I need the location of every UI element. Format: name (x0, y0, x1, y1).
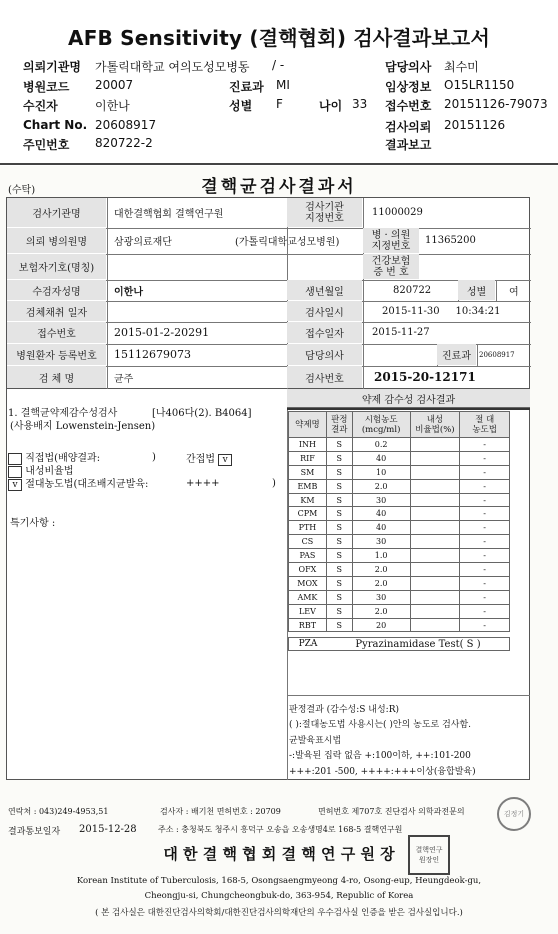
drug-concentration: 30 (352, 493, 410, 507)
drug-name: KM (289, 493, 327, 507)
legend-line-3: 균발육표시법 (289, 736, 342, 746)
drug-resistance-ratio (410, 465, 460, 479)
drug-row (289, 521, 510, 535)
patient-reg-no-label: 병원환자 등록번호 (7, 344, 106, 365)
method-medium: (사용배지 Lowenstein-Jensen) (10, 421, 156, 432)
legend-line-1: 판정결과 (감수성:S 내성:R) (289, 705, 399, 715)
clinical-info-value: O15LR1150 (444, 78, 515, 92)
drug-concentration: 2.0 (352, 576, 410, 590)
drug-concentration: 1.0 (352, 549, 410, 563)
drug-resistance-ratio (410, 438, 460, 452)
specimen-value: 균주 (114, 373, 134, 385)
drug-name: RBT (289, 618, 327, 632)
drug-name: MOX (289, 576, 327, 590)
insurance-no-label: 건강보험 증 번 호 (363, 254, 419, 279)
legend-line-4: -:발육된 집락 없음 +:100이하, ++:101-200 (289, 751, 471, 761)
drug-row (289, 549, 510, 563)
drug-result: S (326, 465, 352, 479)
drug-absolute-conc: - (460, 576, 510, 590)
drug-name: EMB (289, 479, 327, 493)
drug-concentration: 40 (352, 451, 410, 465)
result-header: 판정 결과 (326, 412, 352, 438)
drug-name: RIF (289, 451, 327, 465)
drug-concentration: 30 (352, 535, 410, 549)
pza-label: PZA (298, 639, 318, 649)
drug-row (289, 576, 510, 590)
drug-name: CPM (289, 507, 327, 521)
drug-result: S (326, 563, 352, 577)
drug-name: LEV (289, 604, 327, 618)
drug-resistance-ratio (410, 451, 460, 465)
hospital-code-value: 20007 (95, 78, 134, 92)
lab-id-value: 11000029 (372, 207, 423, 218)
drug-resistance-ratio (410, 563, 460, 577)
legend-line-5: +++:201 -500, ++++:+++이상(융합발육) (289, 767, 476, 777)
drug-concentration: 0.2 (352, 438, 410, 452)
receipt-date-label: 접수일자 (287, 322, 362, 343)
clinical-info-label: 임상정보 (385, 80, 432, 94)
chart-no-label: Chart No. (23, 118, 88, 132)
referring-org-label: 의뢰기관명 (23, 60, 81, 74)
drug-concentration: 40 (352, 507, 410, 521)
resident-no-label: 주민번호 (23, 138, 70, 152)
drug-resistance-ratio (410, 493, 460, 507)
drug-resistance-ratio (410, 576, 460, 590)
control-growth-value: ++++ (186, 478, 220, 489)
gender-label: 성별 (458, 280, 495, 300)
drug-resistance-ratio (410, 590, 460, 604)
corner-tag: (수탁) (8, 185, 36, 196)
form-title: 결핵균검사결과서 (201, 177, 357, 197)
drug-absolute-conc: - (460, 521, 510, 535)
indirect-method-checkbox[interactable]: v (218, 454, 232, 466)
drug-absolute-conc: - (460, 563, 510, 577)
drug-resistance-ratio (410, 479, 460, 493)
examiner-info: 검사자 : 배기천 면허번호 : 20709 (160, 807, 281, 816)
collection-date-label: 검체채취 일자 (7, 301, 106, 321)
resistance-ratio-header: 내성 비율법(%) (410, 412, 460, 438)
receipt-no-value: 20151126-79073 (444, 97, 548, 111)
absolute-conc-header: 절 대 농도법 (460, 412, 510, 438)
direct-method-close: ) (152, 452, 156, 463)
doctor-label: 담당의사 (385, 60, 432, 74)
patient-name-value: 이한나 (114, 286, 143, 298)
drug-concentration: 30 (352, 590, 410, 604)
examinee-value: 이한나 (95, 99, 130, 113)
drug-resistance-ratio (410, 521, 460, 535)
absolute-conc-checkbox[interactable]: v (8, 479, 22, 491)
drug-row (289, 438, 510, 452)
form-receipt-no-label: 접수번호 (7, 322, 106, 343)
drug-row (289, 563, 510, 577)
hospital-id-value: 11365200 (425, 235, 476, 246)
drug-absolute-conc: - (460, 507, 510, 521)
drug-name: PAS (289, 549, 327, 563)
request-date-value: 20151126 (444, 118, 506, 132)
referring-org-value: 가톨릭대학교 여의도성모병동 (95, 60, 250, 74)
test-no-label: 검사번호 (287, 366, 362, 388)
drug-row (289, 618, 510, 632)
drug-result: S (326, 451, 352, 465)
referring-hospital-extra: (가톨릭대학교성모병원) (235, 237, 340, 248)
form-dept-label: 진료과 (437, 344, 476, 365)
hospital-id-label: 병 · 의원 지정번호 (363, 228, 419, 253)
receipt-date-value: 2015-11-27 (372, 327, 430, 338)
sex-value: F (276, 97, 283, 111)
drug-absolute-conc: - (460, 604, 510, 618)
report-title: AFB Sensitivity (결핵협회) 검사결과보고서 (68, 26, 490, 50)
drug-concentration: 2.0 (352, 604, 410, 618)
drug-row (289, 590, 510, 604)
drug-absolute-conc: - (460, 535, 510, 549)
control-growth-close: ) (272, 478, 276, 489)
drug-name: OFX (289, 563, 327, 577)
method-code: [나406다(2). B4064] (152, 408, 252, 419)
specimen-label: 검 체 명 (7, 366, 106, 388)
institute-name: 대 한 결 핵 협 회 결 핵 연 구 원 장 (163, 845, 395, 863)
drug-table (288, 411, 510, 632)
drug-row (289, 451, 510, 465)
drug-resistance-ratio (410, 507, 460, 521)
drug-table-header (289, 412, 510, 438)
drug-resistance-ratio (410, 549, 460, 563)
drug-result: S (326, 438, 352, 452)
drug-concentration: 10 (352, 465, 410, 479)
indirect-method: 간접법 v (186, 450, 232, 466)
drug-absolute-conc: - (460, 493, 510, 507)
age-value: 33 (352, 97, 368, 111)
receipt-no-label: 접수번호 (385, 99, 432, 113)
dept-value: MI (276, 78, 290, 92)
doctor-value: 최수미 (444, 60, 479, 74)
drug-name: PTH (289, 521, 327, 535)
drug-name: CS (289, 535, 327, 549)
drug-row (289, 479, 510, 493)
drug-row (289, 535, 510, 549)
drug-result: S (326, 521, 352, 535)
form-dept-value: 20608917 (479, 350, 515, 359)
test-datetime-label: 검사일시 (287, 301, 362, 321)
sex-label: 성별 (229, 99, 253, 113)
drug-row (289, 604, 510, 618)
legend-line-2: ( ):절대농도법 사용시는( )안의 농도로 검사함. (289, 720, 472, 730)
drug-table-caption: 약제 감수성 검사결과 (287, 389, 530, 408)
drug-absolute-conc: - (460, 465, 510, 479)
patient-name-label: 수검자성명 (7, 280, 106, 300)
patient-reg-no-value: 15112679073 (114, 348, 191, 361)
drug-resistance-ratio (410, 535, 460, 549)
age-label: 나이 (319, 99, 343, 113)
lab-id-label: 검사기관 지정번호 (287, 198, 362, 227)
address-english-2: Cheongju-si, Chungcheongbuk-do, 363-954, Republic of Korea (144, 891, 414, 901)
drug-concentration: 20 (352, 618, 410, 632)
address-korean: 주소 : 충청북도 청주시 흥덕구 오송읍 오송생명4로 168-5 결핵연구원 (158, 825, 403, 834)
drug-result: S (326, 507, 352, 521)
drug-absolute-conc: - (460, 479, 510, 493)
resident-no-value: 820722-2 (95, 136, 153, 150)
drug-absolute-conc: - (460, 549, 510, 563)
hospital-code-label: 병원코드 (23, 80, 70, 94)
insurer-label: 보험자기호(명칭) (7, 254, 106, 279)
drug-result: S (326, 618, 352, 632)
drug-resistance-ratio (410, 618, 460, 632)
drug-name-header: 약제명 (289, 412, 327, 438)
chart-no-value: 20608917 (95, 118, 157, 132)
direct-method: 직접법(배양결과: (8, 449, 100, 465)
address-english-1: Korean Institute of Tuberculosis, 168-5, Osongsaengmyeong 4-ro, Osong-eup, Heungdeok-gu, (76, 876, 482, 886)
drug-absolute-conc: - (460, 438, 510, 452)
gender-value: 여 (509, 286, 519, 298)
contact-info: 연락처 : 043)249-4953,51 (8, 807, 109, 816)
referring-hospital-value: 삼광의료재단 (114, 237, 172, 248)
referring-org-extra: / - (272, 58, 285, 72)
notify-date-value: 2015-12-28 (79, 824, 137, 835)
specialist-license: 면허번호 제707호 진단검사 의학과전문의 (318, 807, 465, 816)
pza-row (288, 637, 510, 651)
drug-row (289, 493, 510, 507)
special-notes-label: 특기사항 : (10, 518, 56, 529)
resistance-ratio-method: 내성비율법 (8, 462, 74, 478)
drug-name: AMK (289, 590, 327, 604)
attending-doctor-label: 담당의사 (287, 344, 362, 365)
drug-result: S (326, 576, 352, 590)
drug-result: S (326, 493, 352, 507)
dept-label: 진료과 (229, 80, 264, 94)
lab-name-value: 대한결핵협회 결핵연구원 (114, 209, 224, 220)
drug-resistance-ratio (410, 604, 460, 618)
pza-value: Pyrazinamidase Test( S ) (355, 638, 481, 650)
drug-concentration: 40 (352, 521, 410, 535)
drug-concentration: 2.0 (352, 563, 410, 577)
notify-date-label: 결과통보일자 (8, 827, 61, 837)
drug-result: S (326, 535, 352, 549)
form-receipt-no-value: 2015-01-2-20291 (114, 326, 210, 339)
drug-absolute-conc: - (460, 590, 510, 604)
drug-name: SM (289, 465, 327, 479)
signature-stamp: 김정기 (497, 797, 531, 831)
birthdate-label: 생년월일 (287, 280, 362, 300)
drug-result: S (326, 604, 352, 618)
result-report-label: 결과보고 (385, 138, 432, 152)
method-title: 1. 결핵균약제감수성검사 (8, 408, 118, 419)
drug-name: INH (289, 438, 327, 452)
referring-hospital-label: 의뢰 병의원명 (7, 228, 106, 253)
test-datetime-value: 2015-11-30 10:34:21 (382, 305, 501, 317)
drug-result: S (326, 479, 352, 493)
certification-note: ( 본 검사실은 대한진단검사의학회/대한진단검사의학재단의 우수검사실 인증을 받은 검사실입니다.) (95, 908, 463, 918)
official-seal: 결핵연구원장인 (408, 835, 450, 875)
drug-absolute-conc: - (460, 618, 510, 632)
drug-result: S (326, 549, 352, 563)
drug-result: S (326, 590, 352, 604)
test-no-value: 2015-20-12171 (374, 370, 476, 384)
concentration-header: 시험농도 (mcg/ml) (352, 412, 410, 438)
drug-absolute-conc: - (460, 451, 510, 465)
drug-row (289, 465, 510, 479)
drug-concentration: 2.0 (352, 479, 410, 493)
drug-row (289, 507, 510, 521)
header-divider (0, 163, 558, 165)
lab-name-label: 검사기관명 (7, 198, 106, 227)
request-date-label: 검사의뢰 (385, 120, 432, 134)
birthdate-value: 820722 (393, 284, 432, 296)
examinee-label: 수진자 (23, 99, 58, 113)
absolute-conc-method: v 절대농도법(대조배지균발육: (8, 475, 148, 491)
